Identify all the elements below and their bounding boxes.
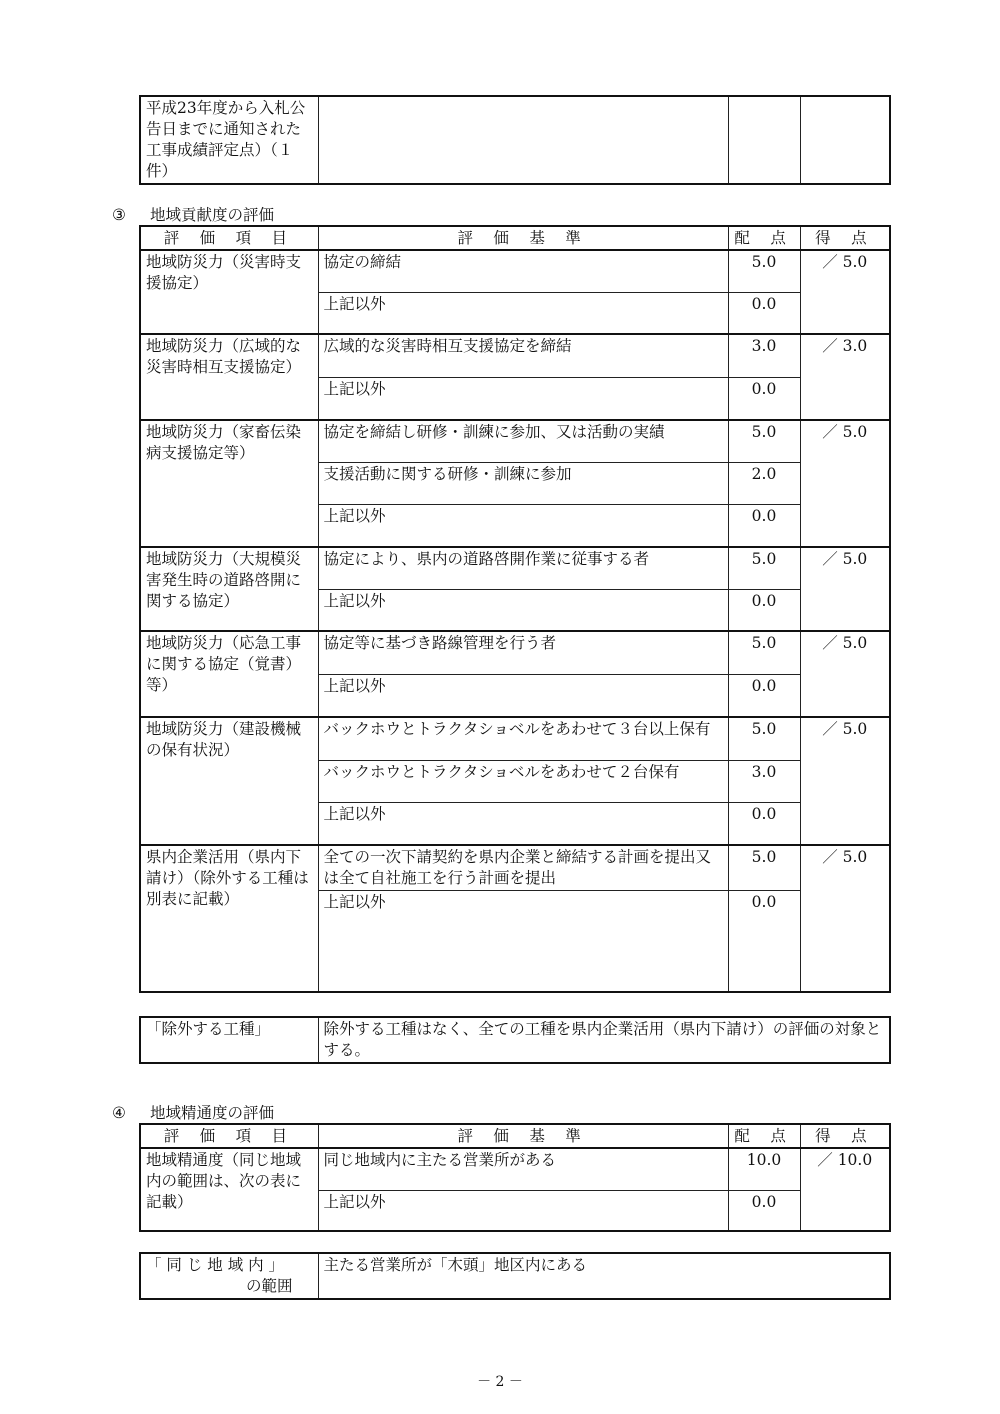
criteria-cell: 上記以外 [318,1190,728,1231]
regional-contribution-table [139,225,891,993]
header-item: 評 価 項 目 [140,1124,318,1148]
table-row [140,250,890,292]
item-cell: 地域防災力（広域的な災害時相互支援協定） [140,334,318,420]
score-cell: ／ 5.0 [800,547,890,631]
criteria-cell: 協定により、県内の道路啓開作業に従事する者 [318,547,728,589]
criteria-cell: 広域的な災害時相互支援協定を締結 [318,334,728,377]
exclusion-table [139,1016,891,1064]
table-header-row [140,226,890,250]
area-range-label-line1: 「 同 じ 地 域 内 」 [146,1256,285,1274]
points-cell: 0.0 [728,589,800,631]
section4-number: ④ [112,1104,126,1122]
header-criteria: 評 価 基 準 [318,226,728,250]
points-cell: 5.0 [728,717,800,760]
header-score: 得 点 [800,1124,890,1148]
item-cell: 地域防災力（建設機械の保有状況） [140,717,318,845]
points-cell: 0.0 [728,674,800,717]
points-cell: 0.0 [728,292,800,334]
header-points: 配 点 [728,1124,800,1148]
criteria-cell: 支援活動に関する研修・訓練に参加 [318,462,728,504]
item-cell: 地域防災力（応急工事に関する協定（覚書）等） [140,631,318,717]
item-cell: 地域防災力（大規模災害発生時の道路啓開に関する協定） [140,547,318,631]
table-row [140,420,890,462]
area-range-text: 主たる営業所が「木頭」地区内にある [318,1253,890,1299]
area-range-label [140,1253,318,1299]
criteria-cell: 上記以外 [318,589,728,631]
section3-title: 地域貢献度の評価 [150,206,275,224]
points-cell: 0.0 [728,1190,800,1231]
points-cell: 0.0 [728,504,800,547]
score-cell: ／ 10.0 [800,1148,890,1231]
score-cell: ／ 5.0 [800,717,890,845]
points-cell: 10.0 [728,1148,800,1190]
points-cell: 0.0 [728,802,800,845]
table-row [140,1148,890,1190]
criteria-cell: 協定の締結 [318,250,728,292]
criteria-cell: バックホウとトラクタショベルをあわせて２台保有 [318,760,728,802]
points-cell: 3.0 [728,760,800,802]
points-cell: 5.0 [728,547,800,589]
item-cell: 地域防災力（家畜伝染病支援協定等） [140,420,318,547]
exclusion-label: 「除外する工種」 [140,1017,318,1063]
item-cell: 地域精通度（同じ地域内の範囲は、次の表に記載） [140,1148,318,1231]
criteria-cell: 上記以外 [318,504,728,547]
points-cell: 0.0 [728,891,800,992]
item-cell: 県内企業活用（県内下請け）（除外する工種は別表に記載） [140,845,318,992]
regional-familiarity-table [139,1123,891,1232]
page-number: － 2 － [477,1374,523,1390]
table-row [140,845,890,891]
criteria-cell: 協定等に基づき路線管理を行う者 [318,631,728,674]
points-cell: 5.0 [728,845,800,891]
header-points: 配 点 [728,226,800,250]
header-score: 得 点 [800,226,890,250]
area-range-label-line2: の範囲 [245,1277,293,1295]
table-row [140,334,890,377]
score-cell: ／ 5.0 [800,420,890,547]
criteria-cell: 上記以外 [318,674,728,717]
section3-heading [112,205,274,226]
score-cell: ／ 5.0 [800,845,890,992]
score-cell: ／ 5.0 [800,250,890,334]
table-row [140,631,890,674]
points-cell: 2.0 [728,462,800,504]
criteria-cell: バックホウとトラクタショベルをあわせて３台以上保有 [318,717,728,760]
criteria-cell: 全ての一次下請契約を県内企業と締結する計画を提出又は全て自社施工を行う計画を提出 [318,845,728,891]
points-cell: 5.0 [728,420,800,462]
section3-number: ③ [112,206,126,224]
criteria-cell: 同じ地域内に主たる営業所がある [318,1148,728,1190]
item-cell: 地域防災力（災害時支援協定） [140,250,318,334]
points-cell: 0.0 [728,377,800,420]
top-table [139,95,891,185]
criteria-cell: 協定を締結し研修・訓練に参加、又は活動の実績 [318,420,728,462]
points-cell: 5.0 [728,250,800,292]
table-row [140,547,890,589]
criteria-cell: 上記以外 [318,292,728,334]
table-header-row [140,1124,890,1148]
header-criteria: 評 価 基 準 [318,1124,728,1148]
score-cell: ／ 3.0 [800,334,890,420]
table-row [140,717,890,760]
header-item: 評 価 項 目 [140,226,318,250]
criteria-cell: 上記以外 [318,377,728,420]
criteria-cell: 上記以外 [318,891,728,992]
area-range-table [139,1252,891,1300]
points-cell: 3.0 [728,334,800,377]
criteria-cell: 上記以外 [318,802,728,845]
score-cell: ／ 5.0 [800,631,890,717]
section4-heading [112,1103,274,1124]
section4-title: 地域精通度の評価 [150,1104,275,1122]
points-cell: 5.0 [728,631,800,674]
exclusion-text: 除外する工種はなく、全ての工種を県内企業活用（県内下請け）の評価の対象とする。 [318,1017,890,1063]
top-table-item: 平成23年度から入札公告日までに通知された工事成績評定点）（１件） [140,96,318,184]
